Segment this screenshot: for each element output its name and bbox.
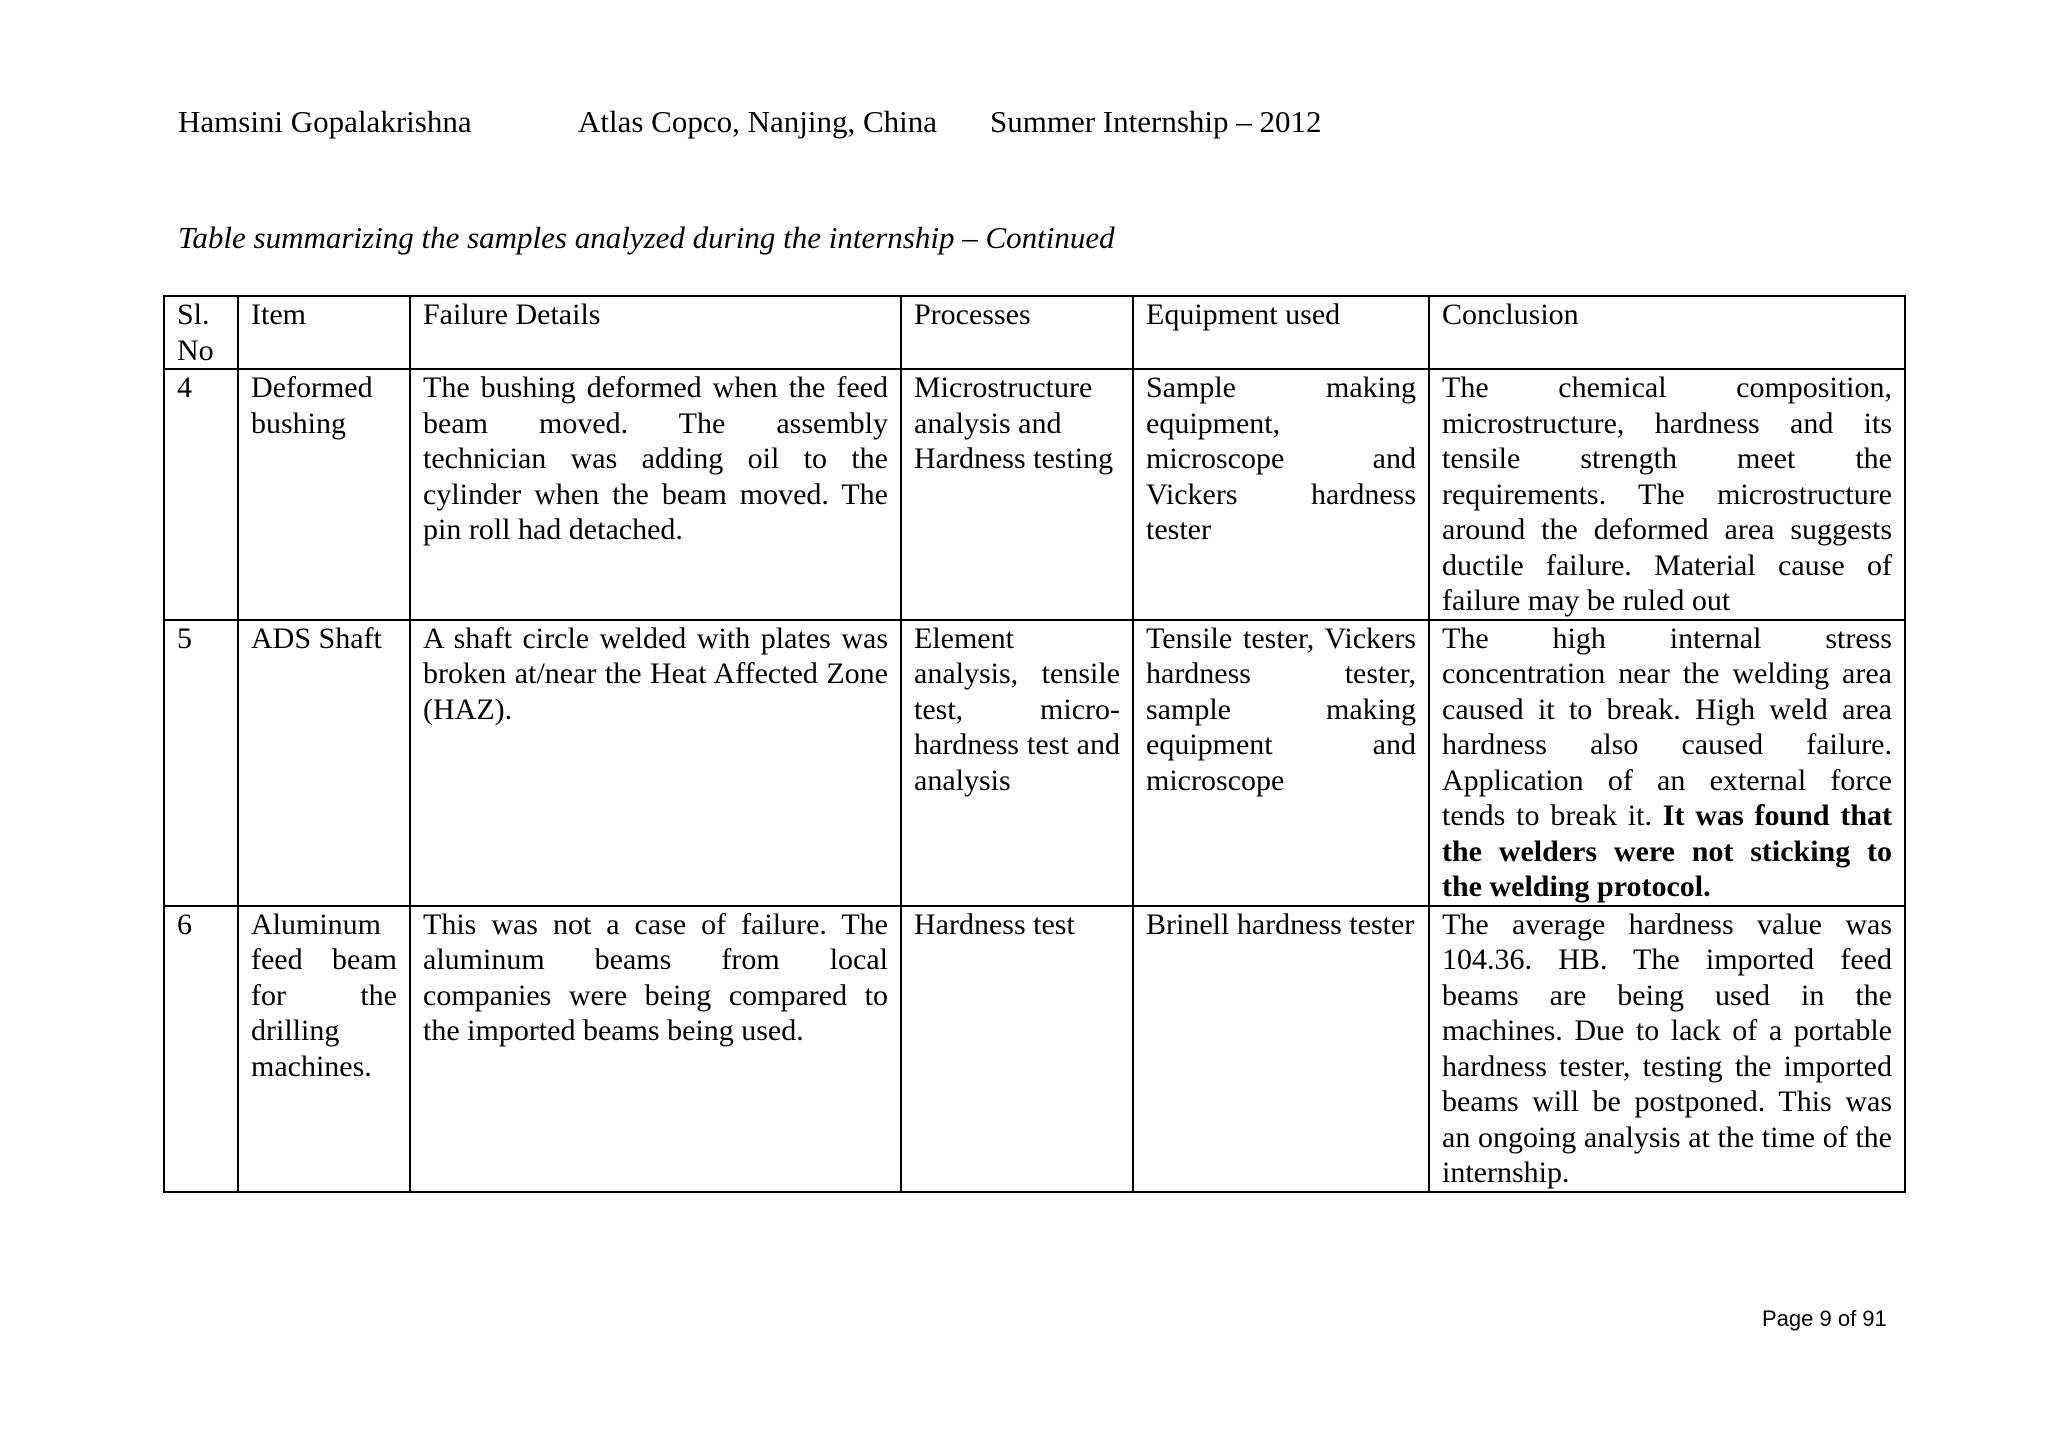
cell-failure-details: The bushing deformed when the feed beam moved. The assembly technician was adding oil to the cylinder when the beam moved. The pin roll had detached.	[410, 369, 901, 620]
table-row	[164, 369, 1905, 620]
conclusion-text: The average hardness value was 104.36. HB. The imported feed beams are being used in the machines. Due to lack of a portable hardness tester, testing the imported beams will be postponed. This was an ongoing analysis at the time of the internship.	[1442, 907, 1892, 1189]
cell-failure-details: This was not a case of failure. The aluminum beams from local companies were being compared to the imported beams being used.	[410, 906, 901, 1192]
cell-equipment-used: Tensile tester, Vickers hardness tester, sample making equipment and microscope	[1133, 620, 1429, 906]
conclusion-text: The chemical composition, microstructure, hardness and its tensile strength meet the requirements. The microstructure around the deformed area suggests ductile failure. Material cause of failure may be ruled out	[1442, 371, 1892, 617]
samples-table	[163, 295, 1906, 1193]
column-header-failure-details: Failure Details	[410, 296, 901, 369]
page-number: Page 9 of 91	[1762, 1306, 1887, 1331]
conclusion-bold-text: It was found that the welders were not sticking to the welding protocol.	[1442, 799, 1893, 903]
cell-processes: Microstructure analysis and Hardness testing	[901, 369, 1133, 620]
cell-processes: Hardness test	[901, 906, 1133, 1192]
cell-sl-no: 5	[164, 620, 238, 906]
cell-sl-no: 4	[164, 369, 238, 620]
cell-item: ADS Shaft	[238, 620, 410, 906]
column-header-item: Item	[238, 296, 410, 369]
header-location: Atlas Copco, Nanjing, China	[578, 104, 938, 139]
table-header-row	[164, 296, 1905, 369]
cell-equipment-used: Brinell hardness tester	[1133, 906, 1429, 1192]
table-row	[164, 906, 1905, 1192]
header-author: Hamsini Gopalakrishna	[178, 104, 472, 139]
cell-conclusion	[1429, 369, 1905, 620]
column-header-equipment-used: Equipment used	[1133, 296, 1429, 369]
table-caption: Table summarizing the samples analyzed during the internship – Continued	[178, 220, 1115, 255]
column-header-sl-no: Sl. No	[164, 296, 238, 369]
conclusion-text: The high internal stress concentration near the welding area caused it to break. High weld area hardness also caused failure. Application of an external force tends to break it.	[1442, 621, 1892, 832]
column-header-conclusion: Conclusion	[1429, 296, 1905, 369]
column-header-processes: Processes	[901, 296, 1133, 369]
header-program: Summer Internship – 2012	[990, 104, 1322, 139]
table-row	[164, 620, 1905, 906]
cell-equipment-used: Sample making equipment, microscope and Vickers hardness tester	[1133, 369, 1429, 620]
cell-failure-details: A shaft circle welded with plates was broken at/near the Heat Affected Zone (HAZ).	[410, 620, 901, 906]
cell-conclusion	[1429, 906, 1905, 1192]
cell-sl-no: 6	[164, 906, 238, 1192]
cell-processes: Element analysis, tensile test, micro-hardness test and analysis	[901, 620, 1133, 906]
cell-conclusion	[1429, 620, 1905, 906]
cell-item: Deformed bushing	[238, 369, 410, 620]
cell-item: Aluminum feed beam for the drilling machines.	[238, 906, 410, 1192]
